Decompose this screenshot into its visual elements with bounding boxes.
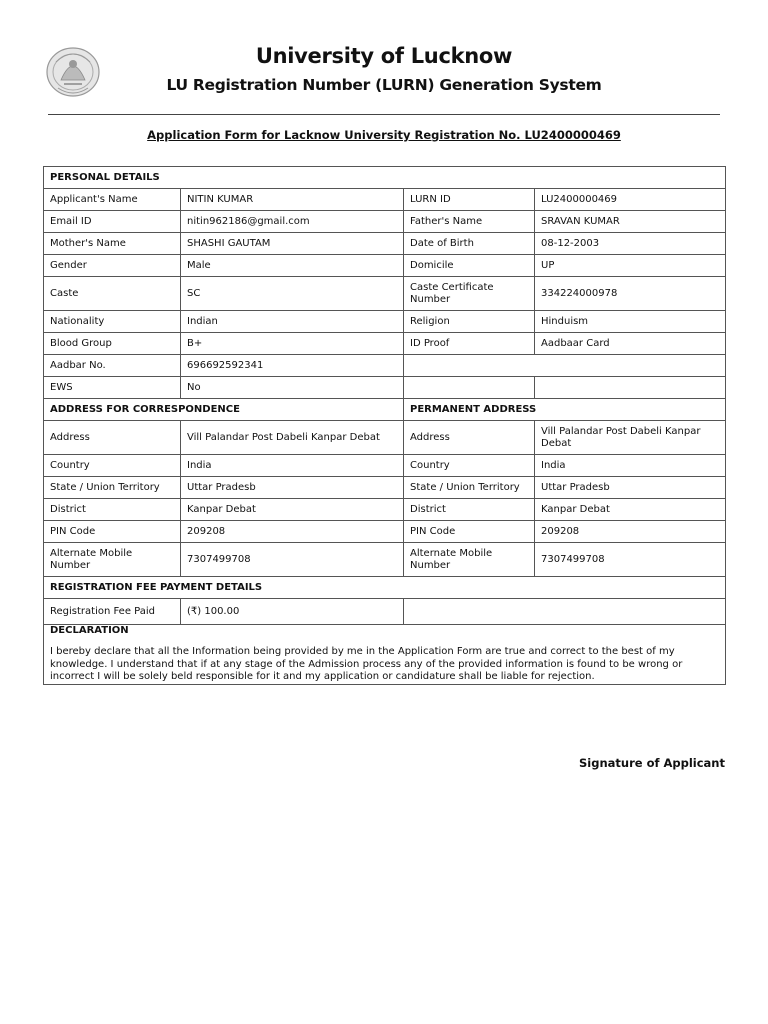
field-label: Blood Group: [44, 333, 181, 355]
field-label: Address: [44, 421, 181, 455]
table-row: [44, 455, 726, 477]
section-correspondence-address: ADDRESS FOR CORRESPONDENCE: [44, 399, 404, 421]
ews-value: No: [181, 377, 404, 399]
field-label: Alternate Mobile Number: [44, 543, 181, 577]
father-name-value: SRAVAN KUMAR: [535, 211, 726, 233]
permanent-district-value: Kanpar Debat: [535, 499, 726, 521]
field-label: Domicile: [404, 255, 535, 277]
field-label: Applicant's Name: [44, 189, 181, 211]
applicant-name-value: NITIN KUMAR: [181, 189, 404, 211]
field-label: Country: [44, 455, 181, 477]
domicile-value: UP: [535, 255, 726, 277]
gender-value: Male: [181, 255, 404, 277]
header-divider: [48, 114, 720, 115]
field-label: Aadbar No.: [44, 355, 181, 377]
table-row: [44, 233, 726, 255]
table-row: [44, 167, 726, 189]
application-form-table: [43, 166, 726, 685]
declaration-cell: [44, 625, 726, 685]
table-row: [44, 599, 726, 625]
aadhar-value: 696692592341: [181, 355, 404, 377]
field-label: Registration Fee Paid: [44, 599, 181, 625]
correspondence-mobile-value: 7307499708: [181, 543, 404, 577]
correspondence-district-value: Kanpar Debat: [181, 499, 404, 521]
table-row: [44, 189, 726, 211]
dob-value: 08-12-2003: [535, 233, 726, 255]
table-row: [44, 355, 726, 377]
table-row: [44, 311, 726, 333]
table-row: [44, 477, 726, 499]
table-row: [44, 277, 726, 311]
blood-group-value: B+: [181, 333, 404, 355]
section-personal-details: PERSONAL DETAILS: [44, 167, 726, 189]
id-proof-value: Aadbaar Card: [535, 333, 726, 355]
email-value: nitin962186@gmail.com: [181, 211, 404, 233]
field-label: Mother's Name: [44, 233, 181, 255]
field-label: LURN ID: [404, 189, 535, 211]
declaration-title: DECLARATION: [50, 625, 129, 636]
field-label: Address: [404, 421, 535, 455]
permanent-address-value: Vill Palandar Post Dabeli Kanpar Debat: [535, 421, 726, 455]
caste-certificate-value: 334224000978: [535, 277, 726, 311]
empty-cell: [404, 377, 535, 399]
form-heading: Application Form for Lacknow University Registration No. LU2400000469: [147, 128, 621, 142]
permanent-country-value: India: [535, 455, 726, 477]
correspondence-address-value: Vill Palandar Post Dabeli Kanpar Debat: [181, 421, 404, 455]
permanent-mobile-value: 7307499708: [535, 543, 726, 577]
table-row: [44, 211, 726, 233]
correspondence-pin-value: 209208: [181, 521, 404, 543]
permanent-pin-value: 209208: [535, 521, 726, 543]
system-subtitle: LU Registration Number (LURN) Generation System: [166, 76, 602, 94]
permanent-state-value: Uttar Pradesb: [535, 477, 726, 499]
table-row: [44, 399, 726, 421]
empty-cell: [535, 377, 726, 399]
table-row: [44, 625, 726, 685]
field-label: ID Proof: [404, 333, 535, 355]
lurn-id-value: LU2400000469: [535, 189, 726, 211]
correspondence-country-value: India: [181, 455, 404, 477]
table-row: [44, 377, 726, 399]
empty-cell: [404, 599, 726, 625]
section-permanent-address: PERMANENT ADDRESS: [404, 399, 726, 421]
field-label: Caste: [44, 277, 181, 311]
field-label: PIN Code: [404, 521, 535, 543]
field-label: PIN Code: [44, 521, 181, 543]
field-label: Father's Name: [404, 211, 535, 233]
field-label: Religion: [404, 311, 535, 333]
university-title: University of Lucknow: [255, 44, 513, 68]
table-row: [44, 521, 726, 543]
field-label: District: [44, 499, 181, 521]
nationality-value: Indian: [181, 311, 404, 333]
religion-value: Hinduism: [535, 311, 726, 333]
table-row: [44, 333, 726, 355]
caste-value: SC: [181, 277, 404, 311]
correspondence-state-value: Uttar Pradesb: [181, 477, 404, 499]
field-label: Country: [404, 455, 535, 477]
declaration-text: I bereby declare that all the Information being provided by me in the Application Form are true and correct to the best of my knowledge. I understand that if at any stage of the Admission process any of the provided information is found to be wrong or incorrect I will be solely beld responsible for it and my application or candidature shall be liable for rejection.: [50, 646, 683, 682]
table-row: [44, 255, 726, 277]
field-label: State / Union Territory: [44, 477, 181, 499]
field-label: District: [404, 499, 535, 521]
field-label: Alternate Mobile Number: [404, 543, 535, 577]
field-label: Email ID: [44, 211, 181, 233]
fee-value: (₹) 100.00: [181, 599, 404, 625]
field-label: EWS: [44, 377, 181, 399]
table-row: [44, 543, 726, 577]
field-label: Nationality: [44, 311, 181, 333]
table-row: [44, 421, 726, 455]
section-fee-payment: REGISTRATION FEE PAYMENT DETAILS: [44, 577, 726, 599]
signature-label: Signature of Applicant: [579, 756, 725, 770]
field-label: Gender: [44, 255, 181, 277]
table-row: [44, 577, 726, 599]
field-label: State / Union Territory: [404, 477, 535, 499]
table-row: [44, 499, 726, 521]
field-label: Date of Birth: [404, 233, 535, 255]
mother-name-value: SHASHI GAUTAM: [181, 233, 404, 255]
field-label: Caste Certificate Number: [404, 277, 535, 311]
empty-cell: [404, 355, 726, 377]
